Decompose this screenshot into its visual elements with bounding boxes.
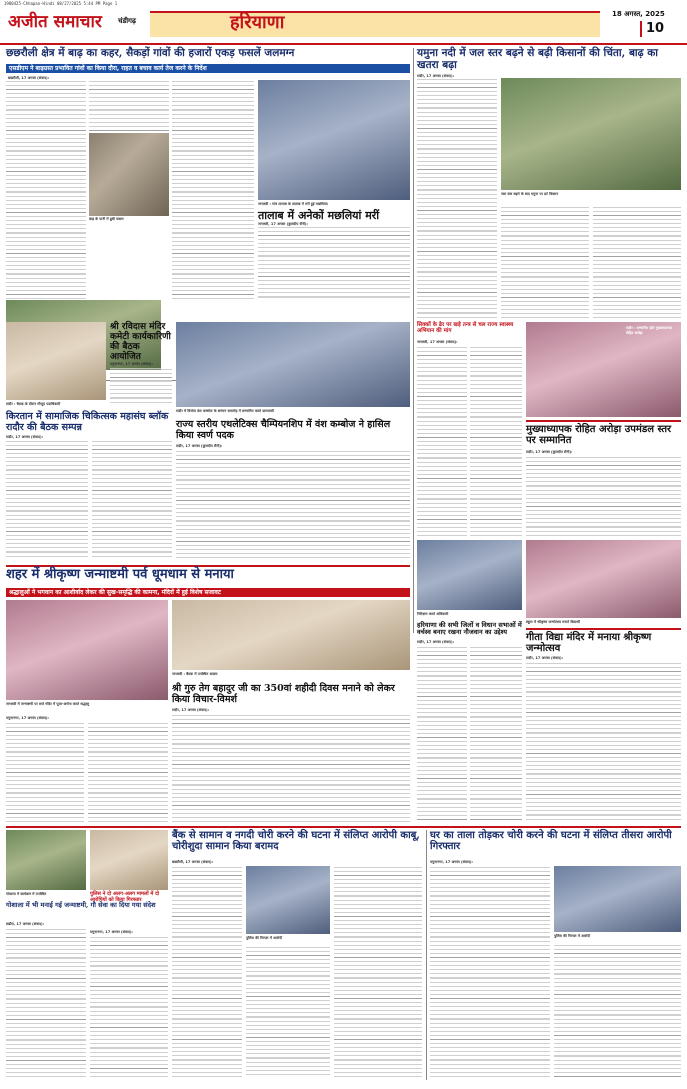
masthead-rule <box>0 43 687 45</box>
dateline: रादौर, 17 अगस्त (संवाद): <box>526 656 564 660</box>
accused-photo <box>554 866 681 932</box>
flood-photo <box>89 133 169 216</box>
story-headline: छछरौली क्षेत्र में बाढ़ का कहर, सैकड़ों गांवों की हजारों एकड़ फसलें जलमग्न <box>6 47 295 59</box>
athletics-photo <box>176 322 410 407</box>
story-body <box>470 646 522 822</box>
story-headline: राज्य स्तरीय एथलेटिक्स चैम्पियनशिप में वंश कम्बोज ने हासिल किया स्वर्ण पदक <box>176 419 391 441</box>
story-body <box>6 80 86 300</box>
story-body <box>417 646 467 822</box>
story-body <box>6 928 86 1078</box>
story-subheadline: एसडीएम ने बाढ़ग्रस्त प्रभावित गांवों का किया दौरा, राहत व बचाव कार्य तेज करने के निर्देश <box>6 64 410 73</box>
teacher-honour-photo <box>526 322 681 417</box>
dateline: रादौर, 17 अगस्त (संवाद): <box>6 435 44 439</box>
story-body <box>501 206 589 318</box>
dateline: रादौर, 17 अगस्त (कुलदीप सैनी): <box>176 444 223 448</box>
photo-caption: जल स्तर बढ़ने के बाद यमुना पर डटे किसान <box>501 192 559 196</box>
story-body <box>172 80 254 300</box>
section-band <box>150 11 600 37</box>
photo-caption: रादौर : बैठक के दौरान मौजूद पदाधिकारी <box>6 402 61 406</box>
photo-caption: स्कूल में श्रीकृष्ण जन्मोत्सव मनाते विद्यार्थी <box>526 620 580 624</box>
story-body <box>6 722 84 822</box>
story-body <box>88 722 168 822</box>
story-body <box>470 346 522 536</box>
photo-caption: रादौर : सम्मानित होते मुख्याध्यापक रोहित अरोड़ा <box>626 326 673 335</box>
section-title: हरियाणा <box>230 12 285 33</box>
story-headline: सिक्कों के ढेर पर खड़े तन्त्र से चल राज्य स्वास्थ्य अभियान की मांग <box>417 322 514 335</box>
photo-caption: गोशाला में कार्यक्रम में उपस्थित <box>6 892 47 896</box>
story-body <box>430 866 550 1078</box>
story-body <box>593 206 681 318</box>
dateline: यमुनानगर, 17 अगस्त (संवाद): <box>6 716 49 720</box>
dateline: जगाधरी, 17 अगस्त (कुलदीप सैनी): <box>258 222 308 226</box>
photo-caption: पुलिस की गिरफ्त में आरोपी <box>246 936 283 940</box>
story-headline: हरियाणा की सभी जिलों व विधान सभाओं में वर्चस्व बनाए रखना नौजवान का उद्देश्य <box>417 621 522 637</box>
story-headline: गोशाला में भी मनाई गई जन्माष्टमी, गौ सेवा का दिया गया संदेश <box>6 901 156 909</box>
dateline: रादौर, 17 अगस्त (संवाद): <box>417 74 455 78</box>
divider <box>526 420 681 422</box>
divider <box>526 628 681 630</box>
dateline: जगाधरी, 17 अगस्त (संवाद): <box>417 340 458 344</box>
dead-fish-photo <box>258 80 410 200</box>
story-headline: किरतान में सामाजिक चिकित्सक महासंघ ब्लॉक रादौर की बैठक सम्पन्न <box>6 411 169 433</box>
story-headline: श्री रविदास मंदिर कमेटी कार्यकारिणी की बैठक आयोजित <box>110 322 171 363</box>
story-headline: शहर में श्रीकृष्ण जन्माष्टमी पर्व धूमधाम से मनाया <box>6 567 234 582</box>
photo-caption: निरीक्षण करते अधिकारी <box>417 612 449 616</box>
dateline: रादौर, 17 अगस्त (कुलदीप सैनी): <box>526 450 573 454</box>
story-subheadline: श्रद्धालुओं ने भगवान का आशीर्वाद लेकर की सुख-समृद्धि की कामना, मंदिरों में हुई विशेष सजावट <box>6 588 410 597</box>
edition-city: चंडीगढ़ <box>118 17 136 25</box>
story-body <box>110 368 172 404</box>
photo-caption: पुलिस की गिरफ्त में आरोपी <box>554 934 591 938</box>
story-body <box>176 450 410 560</box>
story-headline: घर का ताला तोड़कर चोरी करने की घटना में संलिप्त तीसरा आरोपी गिरफ्तार <box>430 830 672 853</box>
story-body <box>417 78 497 318</box>
photo-caption: जगाधरी में जन्माष्टमी पर सजे मंदिर में पूजा-अर्चना करते श्रद्धालु <box>6 702 90 706</box>
column-divider <box>413 48 414 633</box>
dateline: रादौर, 17 अगस्त (संवाद): <box>172 708 210 712</box>
story-body <box>6 440 88 560</box>
dateline: यमुनानगर, 17 अगस्त (संवाद): <box>110 362 153 366</box>
page-number: 10 <box>640 21 668 37</box>
story-body <box>90 936 168 1078</box>
story-headline: मुख्याध्यापक रोहित अरोड़ा उपमंडल स्तर पर सम्मानित <box>526 424 672 447</box>
story-body <box>172 714 410 822</box>
story-body <box>417 346 467 536</box>
dateline: रादौर, 17 अगस्त (संवाद): <box>417 640 455 644</box>
column-divider <box>426 830 427 1080</box>
masthead <box>0 9 687 42</box>
meeting-photo <box>6 322 106 400</box>
story-body <box>526 662 681 822</box>
yamuna-river-photo <box>501 78 681 190</box>
police-photo <box>90 830 168 890</box>
story-headline: यमुना नदी में जल स्तर बढ़ने से बढ़ी किसानों की चिंता, बाढ़ का खतरा बढ़ा <box>417 47 659 71</box>
gaushala-photo <box>6 830 86 890</box>
photo-caption: जगाधरी : बैठक में उपस्थित सदस्य <box>172 672 218 676</box>
story-headline: तालाब में अनेकों मछलियां मरीं <box>258 209 380 222</box>
school-janmashtami-photo <box>526 540 681 618</box>
photo-caption: रादौर में विजेता वंश कम्बोज के सम्मान समारोह में सम्मानित करते ग्रामवासी <box>176 409 274 413</box>
issue-date: 18 अगस्त, 2025 <box>612 10 665 18</box>
story-headline: श्री गुरु तेग बहादुर जी का 350वां शहीदी दिवस मनाने को लेकर किया विचार-विमर्श <box>172 683 395 705</box>
gurudwara-meeting-photo <box>172 600 410 670</box>
story-body <box>258 226 410 298</box>
divider <box>6 826 681 828</box>
dateline: यमुनानगर, 17 अगस्त (संवाद): <box>90 930 133 934</box>
story-body <box>554 944 681 1078</box>
story-body <box>246 946 330 1078</box>
janmashtami-photo <box>6 600 168 700</box>
dateline: सढौरा, 17 अगस्त (संवाद): <box>6 922 45 926</box>
dateline: यमुनानगर, 17 अगस्त (संवाद): <box>430 860 473 864</box>
photo-caption: जगाधरी : गांव तालाब के तालाब में मरी हुई मछलियां। <box>258 202 329 206</box>
story-headline: पुलिस ने दो अलग-अलग मामलों में दो आरोपियों को किया गिरफ्तार <box>90 891 160 903</box>
print-slug: 1980425-Chhapan-Hindi 08/27/2025 5:44 PM Page 1 <box>4 1 118 6</box>
story-body <box>172 866 242 1078</box>
accused-photo <box>246 866 330 934</box>
dateline: छछरौली, 17 अगस्त (संवाद): <box>8 76 50 80</box>
story-body <box>92 440 172 560</box>
story-body <box>526 456 681 536</box>
photo-caption: बाढ़ के पानी में डूबी फसल <box>89 217 124 221</box>
story-headline: बैंक से सामान व नगदी चोरी करने की घटना में संलिप्त आरोपी काबू, चोरीशुदा सामान किया बरामद <box>172 830 420 853</box>
newspaper-logo: अजीत समाचार <box>8 12 102 32</box>
inspection-photo <box>417 540 522 610</box>
story-headline: गीता विद्या मंदिर में मनाया श्रीकृष्ण जन्मोत्सव <box>526 632 652 655</box>
story-body <box>334 866 422 1078</box>
dateline: छछरौली, 17 अगस्त (संवाद): <box>172 860 214 864</box>
